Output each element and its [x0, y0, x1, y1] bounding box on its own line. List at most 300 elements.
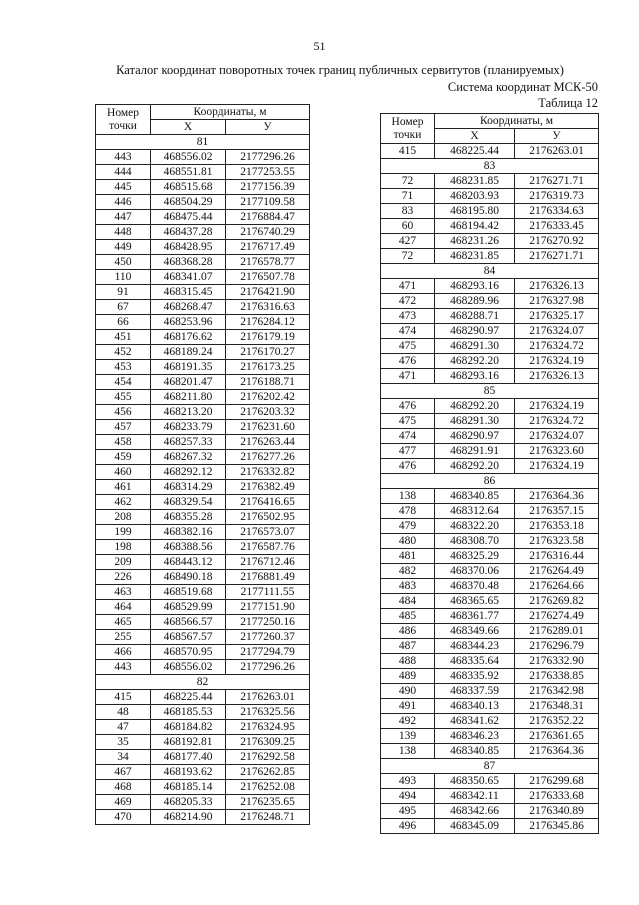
point-number: 459 [96, 450, 151, 465]
table-row [96, 240, 310, 255]
point-number: 472 [381, 294, 435, 309]
table-row [381, 819, 599, 834]
coordinates-table-left [95, 104, 310, 825]
point-number: 495 [381, 804, 435, 819]
point-number: 444 [96, 165, 151, 180]
y-coordinate: 2176179.19 [226, 330, 310, 345]
point-number: 471 [381, 369, 435, 384]
point-number: 443 [96, 660, 151, 675]
y-coordinate: 2176717.49 [226, 240, 310, 255]
table-row [96, 390, 310, 405]
table-row [96, 555, 310, 570]
y-coordinate: 2176325.56 [226, 705, 310, 720]
x-coordinate: 468349.66 [435, 624, 515, 639]
table-row [381, 789, 599, 804]
y-coordinate: 2176299.68 [515, 774, 599, 789]
x-coordinate: 468292.12 [151, 465, 226, 480]
table-row [96, 630, 310, 645]
x-coordinate: 468314.29 [151, 480, 226, 495]
point-number: 475 [381, 414, 435, 429]
y-coordinate: 2176316.63 [226, 300, 310, 315]
table-row [381, 564, 599, 579]
x-coordinate: 468551.81 [151, 165, 226, 180]
table-row [96, 615, 310, 630]
table-row [96, 570, 310, 585]
table-row [96, 210, 310, 225]
x-coordinate: 468365.65 [435, 594, 515, 609]
table-row [381, 729, 599, 744]
point-number: 35 [96, 735, 151, 750]
table-row [96, 750, 310, 765]
point-number: 491 [381, 699, 435, 714]
table-row [96, 165, 310, 180]
table-row [96, 525, 310, 540]
x-coordinate: 468185.53 [151, 705, 226, 720]
x-coordinate: 468342.11 [435, 789, 515, 804]
table-row [96, 660, 310, 675]
table-row [96, 480, 310, 495]
x-coordinate: 468176.62 [151, 330, 226, 345]
table-row [96, 360, 310, 375]
header-x: X [435, 129, 515, 144]
section-number: 86 [381, 474, 599, 489]
table-row [96, 225, 310, 240]
x-coordinate: 468291.30 [435, 339, 515, 354]
point-number: 199 [96, 525, 151, 540]
section-row [381, 159, 599, 174]
coordinates-table-right [380, 113, 599, 834]
point-number: 138 [381, 744, 435, 759]
point-number: 465 [96, 615, 151, 630]
table-row [96, 510, 310, 525]
y-coordinate: 2176324.19 [515, 459, 599, 474]
point-number: 458 [96, 435, 151, 450]
header-point-number [96, 105, 151, 135]
table-row [381, 804, 599, 819]
table-row [96, 255, 310, 270]
table-row [96, 420, 310, 435]
x-coordinate: 468345.09 [435, 819, 515, 834]
point-number: 483 [381, 579, 435, 594]
y-coordinate: 2177253.55 [226, 165, 310, 180]
y-coordinate: 2176271.71 [515, 249, 599, 264]
y-coordinate: 2176292.58 [226, 750, 310, 765]
x-coordinate: 468290.97 [435, 429, 515, 444]
x-coordinate: 468529.99 [151, 600, 226, 615]
table-row [381, 594, 599, 609]
x-coordinate: 468325.29 [435, 549, 515, 564]
x-coordinate: 468515.68 [151, 180, 226, 195]
y-coordinate: 2176264.66 [515, 579, 599, 594]
point-number: 71 [381, 189, 435, 204]
point-number: 456 [96, 405, 151, 420]
y-coordinate: 2176324.72 [515, 414, 599, 429]
header-point-line1: Номер [391, 115, 424, 128]
point-number: 255 [96, 630, 151, 645]
x-coordinate: 468490.18 [151, 570, 226, 585]
table-row [96, 690, 310, 705]
point-number: 453 [96, 360, 151, 375]
x-coordinate: 468556.02 [151, 660, 226, 675]
section-number: 82 [96, 675, 310, 690]
x-coordinate: 468337.59 [435, 684, 515, 699]
table-row [96, 810, 310, 825]
x-coordinate: 468570.95 [151, 645, 226, 660]
table-row [381, 414, 599, 429]
table-row [381, 339, 599, 354]
x-coordinate: 468191.35 [151, 360, 226, 375]
point-number: 477 [381, 444, 435, 459]
point-number: 484 [381, 594, 435, 609]
y-coordinate: 2176333.45 [515, 219, 599, 234]
point-number: 139 [381, 729, 435, 744]
point-number: 34 [96, 750, 151, 765]
y-coordinate: 2176382.49 [226, 480, 310, 495]
point-number: 72 [381, 249, 435, 264]
point-number: 471 [381, 279, 435, 294]
x-coordinate: 468519.68 [151, 585, 226, 600]
point-number: 467 [96, 765, 151, 780]
header-point-number [381, 114, 435, 144]
table-row [96, 435, 310, 450]
x-coordinate: 468211.80 [151, 390, 226, 405]
table-row [96, 465, 310, 480]
point-number: 462 [96, 495, 151, 510]
y-coordinate: 2177156.39 [226, 180, 310, 195]
x-coordinate: 468193.62 [151, 765, 226, 780]
point-number: 446 [96, 195, 151, 210]
x-coordinate: 468291.30 [435, 414, 515, 429]
y-coordinate: 2176316.44 [515, 549, 599, 564]
section-number: 83 [381, 159, 599, 174]
x-coordinate: 468194.42 [435, 219, 515, 234]
x-coordinate: 468292.20 [435, 399, 515, 414]
point-number: 496 [381, 819, 435, 834]
y-coordinate: 2177111.55 [226, 585, 310, 600]
x-coordinate: 468344.23 [435, 639, 515, 654]
x-coordinate: 468370.48 [435, 579, 515, 594]
y-coordinate: 2176325.17 [515, 309, 599, 324]
x-coordinate: 468382.16 [151, 525, 226, 540]
point-number: 479 [381, 519, 435, 534]
y-coordinate: 2176364.36 [515, 744, 599, 759]
point-number: 468 [96, 780, 151, 795]
table-row [96, 780, 310, 795]
point-number: 455 [96, 390, 151, 405]
y-coordinate: 2176263.01 [515, 144, 599, 159]
section-row [381, 759, 599, 774]
x-coordinate: 468253.96 [151, 315, 226, 330]
x-coordinate: 468225.44 [435, 144, 515, 159]
x-coordinate: 468231.85 [435, 174, 515, 189]
point-number: 209 [96, 555, 151, 570]
header-coordinates: Координаты, м [151, 105, 310, 120]
y-coordinate: 2177296.26 [226, 150, 310, 165]
y-coordinate: 2176323.58 [515, 534, 599, 549]
point-number: 415 [96, 690, 151, 705]
table-row [381, 699, 599, 714]
table-row [381, 714, 599, 729]
point-number: 83 [381, 204, 435, 219]
y-coordinate: 2176173.25 [226, 360, 310, 375]
section-row [381, 474, 599, 489]
y-coordinate: 2176587.76 [226, 540, 310, 555]
y-coordinate: 2176361.65 [515, 729, 599, 744]
table-row [96, 720, 310, 735]
x-coordinate: 468293.16 [435, 369, 515, 384]
y-coordinate: 2176364.36 [515, 489, 599, 504]
table-row [96, 315, 310, 330]
point-number: 490 [381, 684, 435, 699]
x-coordinate: 468291.91 [435, 444, 515, 459]
point-number: 208 [96, 510, 151, 525]
y-coordinate: 2176884.47 [226, 210, 310, 225]
y-coordinate: 2176342.98 [515, 684, 599, 699]
point-number: 454 [96, 375, 151, 390]
table-row [96, 585, 310, 600]
point-number: 66 [96, 315, 151, 330]
table-row [381, 369, 599, 384]
point-number: 461 [96, 480, 151, 495]
point-number: 445 [96, 180, 151, 195]
point-number: 487 [381, 639, 435, 654]
y-coordinate: 2176324.19 [515, 354, 599, 369]
point-number: 476 [381, 354, 435, 369]
table-row [96, 705, 310, 720]
point-number: 485 [381, 609, 435, 624]
table-row [381, 249, 599, 264]
x-coordinate: 468185.14 [151, 780, 226, 795]
x-coordinate: 468388.56 [151, 540, 226, 555]
header-x: X [151, 120, 226, 135]
x-coordinate: 468341.62 [435, 714, 515, 729]
x-coordinate: 468368.28 [151, 255, 226, 270]
x-coordinate: 468293.16 [435, 279, 515, 294]
table-label: Таблица 12 [538, 96, 598, 110]
point-number: 480 [381, 534, 435, 549]
y-coordinate: 2176578.77 [226, 255, 310, 270]
table-row [381, 549, 599, 564]
coordinate-system-label: Система координат МСК-50 [447, 80, 598, 94]
table-row [96, 150, 310, 165]
point-number: 492 [381, 714, 435, 729]
y-coordinate: 2176252.08 [226, 780, 310, 795]
point-number: 469 [96, 795, 151, 810]
x-coordinate: 468312.64 [435, 504, 515, 519]
x-coordinate: 468340.85 [435, 489, 515, 504]
y-coordinate: 2177109.58 [226, 195, 310, 210]
table-row [96, 195, 310, 210]
table-row [381, 189, 599, 204]
x-coordinate: 468257.33 [151, 435, 226, 450]
point-number: 198 [96, 540, 151, 555]
point-number: 470 [96, 810, 151, 825]
x-coordinate: 468289.96 [435, 294, 515, 309]
table-row [381, 504, 599, 519]
y-coordinate: 2176188.71 [226, 375, 310, 390]
x-coordinate: 468329.54 [151, 495, 226, 510]
y-coordinate: 2176357.15 [515, 504, 599, 519]
point-number: 60 [381, 219, 435, 234]
section-row [381, 384, 599, 399]
x-coordinate: 468184.82 [151, 720, 226, 735]
table-row [96, 300, 310, 315]
x-coordinate: 468346.23 [435, 729, 515, 744]
point-number: 463 [96, 585, 151, 600]
header-point-line2: точки [393, 128, 422, 141]
table-row [96, 180, 310, 195]
point-number: 427 [381, 234, 435, 249]
table-row [96, 795, 310, 810]
table-row [381, 654, 599, 669]
point-number: 474 [381, 429, 435, 444]
point-number: 67 [96, 300, 151, 315]
x-coordinate: 468556.02 [151, 150, 226, 165]
x-coordinate: 468322.20 [435, 519, 515, 534]
point-number: 473 [381, 309, 435, 324]
point-number: 449 [96, 240, 151, 255]
point-number: 443 [96, 150, 151, 165]
y-coordinate: 2176740.29 [226, 225, 310, 240]
y-coordinate: 2176289.01 [515, 624, 599, 639]
table-row [381, 234, 599, 249]
table-row [96, 600, 310, 615]
y-coordinate: 2177296.26 [226, 660, 310, 675]
point-number: 476 [381, 399, 435, 414]
x-coordinate: 468225.44 [151, 690, 226, 705]
table-row [381, 669, 599, 684]
y-coordinate: 2176270.92 [515, 234, 599, 249]
point-number: 481 [381, 549, 435, 564]
x-coordinate: 468292.20 [435, 354, 515, 369]
x-coordinate: 468428.95 [151, 240, 226, 255]
header-coordinates: Координаты, м [435, 114, 599, 129]
header-y: У [226, 120, 310, 135]
x-coordinate: 468567.57 [151, 630, 226, 645]
x-coordinate: 468214.90 [151, 810, 226, 825]
y-coordinate: 2176332.90 [515, 654, 599, 669]
y-coordinate: 2176324.95 [226, 720, 310, 735]
point-number: 452 [96, 345, 151, 360]
y-coordinate: 2177260.37 [226, 630, 310, 645]
y-coordinate: 2176573.07 [226, 525, 310, 540]
y-coordinate: 2176324.19 [515, 399, 599, 414]
x-coordinate: 468288.71 [435, 309, 515, 324]
y-coordinate: 2177151.90 [226, 600, 310, 615]
y-coordinate: 2176263.44 [226, 435, 310, 450]
y-coordinate: 2176334.63 [515, 204, 599, 219]
section-number: 84 [381, 264, 599, 279]
table-row [96, 450, 310, 465]
point-number: 110 [96, 270, 151, 285]
table-row [381, 324, 599, 339]
y-coordinate: 2176345.86 [515, 819, 599, 834]
point-number: 48 [96, 705, 151, 720]
point-number: 488 [381, 654, 435, 669]
table-row [381, 684, 599, 699]
table-row [381, 744, 599, 759]
y-coordinate: 2176203.32 [226, 405, 310, 420]
catalog-title: Каталог координат поворотных точек границ публичных сервитутов (планируемых) [116, 63, 564, 77]
table-row [381, 429, 599, 444]
x-coordinate: 468340.85 [435, 744, 515, 759]
section-row [96, 675, 310, 690]
point-number: 415 [381, 144, 435, 159]
y-coordinate: 2176332.82 [226, 465, 310, 480]
y-coordinate: 2176296.79 [515, 639, 599, 654]
table-row [381, 309, 599, 324]
x-coordinate: 468308.70 [435, 534, 515, 549]
x-coordinate: 468177.40 [151, 750, 226, 765]
table-row [381, 774, 599, 789]
y-coordinate: 2176319.73 [515, 189, 599, 204]
header-y: У [515, 129, 599, 144]
table-row [381, 399, 599, 414]
y-coordinate: 2176202.42 [226, 390, 310, 405]
table-row [381, 219, 599, 234]
point-number: 448 [96, 225, 151, 240]
point-number: 476 [381, 459, 435, 474]
y-coordinate: 2177294.79 [226, 645, 310, 660]
table-row [381, 639, 599, 654]
x-coordinate: 468361.77 [435, 609, 515, 624]
table-row [381, 579, 599, 594]
point-number: 91 [96, 285, 151, 300]
table-row [96, 405, 310, 420]
y-coordinate: 2176340.89 [515, 804, 599, 819]
x-coordinate: 468292.20 [435, 459, 515, 474]
table-row [381, 519, 599, 534]
point-number: 450 [96, 255, 151, 270]
table-row [96, 345, 310, 360]
y-coordinate: 2176421.90 [226, 285, 310, 300]
y-coordinate: 2176324.07 [515, 429, 599, 444]
point-number: 447 [96, 210, 151, 225]
header-point-line1: Номер [107, 106, 139, 119]
table-row [96, 285, 310, 300]
point-number: 457 [96, 420, 151, 435]
table-row [96, 270, 310, 285]
x-coordinate: 468203.93 [435, 189, 515, 204]
section-row [381, 264, 599, 279]
point-number: 475 [381, 339, 435, 354]
y-coordinate: 2176327.98 [515, 294, 599, 309]
table-row [96, 330, 310, 345]
y-coordinate: 2176324.72 [515, 339, 599, 354]
table-row [381, 279, 599, 294]
y-coordinate: 2176348.31 [515, 699, 599, 714]
table-row [96, 735, 310, 750]
point-number: 464 [96, 600, 151, 615]
y-coordinate: 2176502.95 [226, 510, 310, 525]
x-coordinate: 468504.29 [151, 195, 226, 210]
point-number: 486 [381, 624, 435, 639]
y-coordinate: 2176326.13 [515, 279, 599, 294]
x-coordinate: 468340.13 [435, 699, 515, 714]
table-row [381, 204, 599, 219]
section-number: 87 [381, 759, 599, 774]
table-row [96, 375, 310, 390]
y-coordinate: 2176271.71 [515, 174, 599, 189]
y-coordinate: 2176881.49 [226, 570, 310, 585]
x-coordinate: 468370.06 [435, 564, 515, 579]
point-number: 494 [381, 789, 435, 804]
y-coordinate: 2176338.85 [515, 669, 599, 684]
y-coordinate: 2176264.49 [515, 564, 599, 579]
x-coordinate: 468231.26 [435, 234, 515, 249]
x-coordinate: 468290.97 [435, 324, 515, 339]
point-number: 466 [96, 645, 151, 660]
